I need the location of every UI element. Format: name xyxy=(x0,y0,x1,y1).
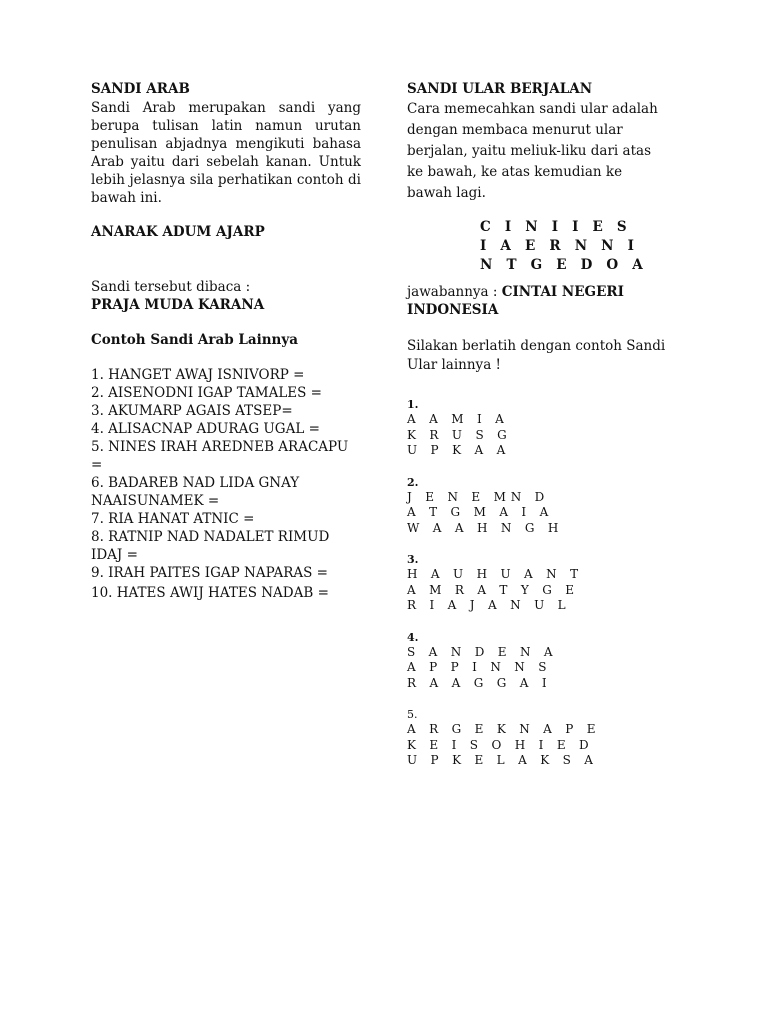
list-item: 8. RATNIP NAD NADALET RIMUD IDAJ = xyxy=(91,529,330,563)
exercise-number: 5. xyxy=(407,708,418,721)
exercise-row: A R G E K N A P E xyxy=(407,722,597,736)
exercise-row: K E I S O H I E D xyxy=(407,737,590,752)
left-column xyxy=(91,80,361,602)
right-column xyxy=(407,80,669,769)
exercise-row: R A A G G A I xyxy=(407,675,548,690)
snake-cipher-example xyxy=(480,218,669,275)
example-cipher: ANARAK ADUM AJARP xyxy=(91,224,265,240)
sandi-ular-title: SANDI ULAR BERJALAN xyxy=(407,81,593,97)
list-item: 1. HANGET AWAJ ISNIVORP = xyxy=(91,367,305,383)
read-as-value: PRAJA MUDA KARANA xyxy=(91,297,265,313)
cipher-row: I A E R N N I xyxy=(480,238,634,254)
exercise-row: W A A H N G H xyxy=(407,520,559,535)
cipher-row: N T G E D O A xyxy=(480,257,643,273)
more-examples-title: Contoh Sandi Arab Lainnya xyxy=(91,332,298,348)
exercise-row: K R U S G xyxy=(407,427,508,442)
list-item: 10. HATES AWIJ HATES NADAB = xyxy=(91,585,329,601)
exercise-row: A P P I N N S xyxy=(407,660,547,674)
exercise-row: A A M I A xyxy=(407,412,505,426)
exercise-row: S A N D E N A xyxy=(407,644,554,659)
exercise-row: U P K E L A K S A xyxy=(407,753,594,767)
exercise-2 xyxy=(407,475,669,537)
exercise-row: A T G M A I A xyxy=(407,505,549,519)
sandi-arab-title: SANDI ARAB xyxy=(91,81,190,97)
exercise-row: R I A J A N U L xyxy=(407,598,567,612)
exercise-row: U P K A A xyxy=(407,443,506,457)
exercise-4 xyxy=(407,630,669,692)
list-item: 6. BADAREB NAD LIDA GNAY NAAISUNAMEK = xyxy=(91,475,300,509)
answer-value: CINTAI NEGERI INDONESIA xyxy=(407,284,624,318)
list-item: 7. RIA HANAT ATNIC = xyxy=(91,511,255,527)
list-item: 5. NINES IRAH AREDNEB ARACAPU = xyxy=(91,439,349,473)
list-item: 4. ALISACNAP ADURAG UGAL = xyxy=(91,421,320,437)
read-as-label: Sandi tersebut dibaca : xyxy=(91,279,251,295)
list-item: 3. AKUMARP AGAIS ATSEP= xyxy=(91,403,293,419)
exercise-number: 1. xyxy=(407,398,419,411)
answer-label: jawabannya : xyxy=(407,284,502,300)
exercise-5 xyxy=(407,707,669,769)
exercise-row: H A U H U A N T xyxy=(407,567,579,581)
practice-instruction: Silakan berlatih dengan contoh Sandi Ular lainnya ! xyxy=(407,338,666,373)
exercise-number: 4. xyxy=(407,630,419,644)
answer-line xyxy=(407,283,669,319)
exercise-row: A M R A T Y G E xyxy=(407,582,575,597)
sandi-arab-intro: Sandi Arab merupakan sandi yang berupa tulisan latin namun urutan penulisan abjadnya mengikuti bahasa Arab yaitu dari sebelah kanan. Untuk lebih jelasnya sila perhatikan contoh di bawah ini. xyxy=(91,100,361,206)
arab-examples-list xyxy=(91,366,361,602)
exercise-3 xyxy=(407,552,669,614)
list-item: 9. IRAH PAITES IGAP NAPARAS = xyxy=(91,565,328,581)
sandi-ular-intro: Cara memecahkan sandi ular adalah dengan membaca menurut ular berjalan, yaitu meliuk-liku dari atas ke bawah, ke atas kemudian ke bawah lagi. xyxy=(407,101,658,201)
exercise-1 xyxy=(407,397,669,459)
cipher-row: C I N I I E S xyxy=(480,219,627,235)
exercise-number: 2. xyxy=(407,475,419,489)
exercise-row: J E N E M N D xyxy=(407,489,545,504)
list-item: 2. AISENODNI IGAP TAMALES = xyxy=(91,385,322,401)
exercise-number: 3. xyxy=(407,553,419,566)
